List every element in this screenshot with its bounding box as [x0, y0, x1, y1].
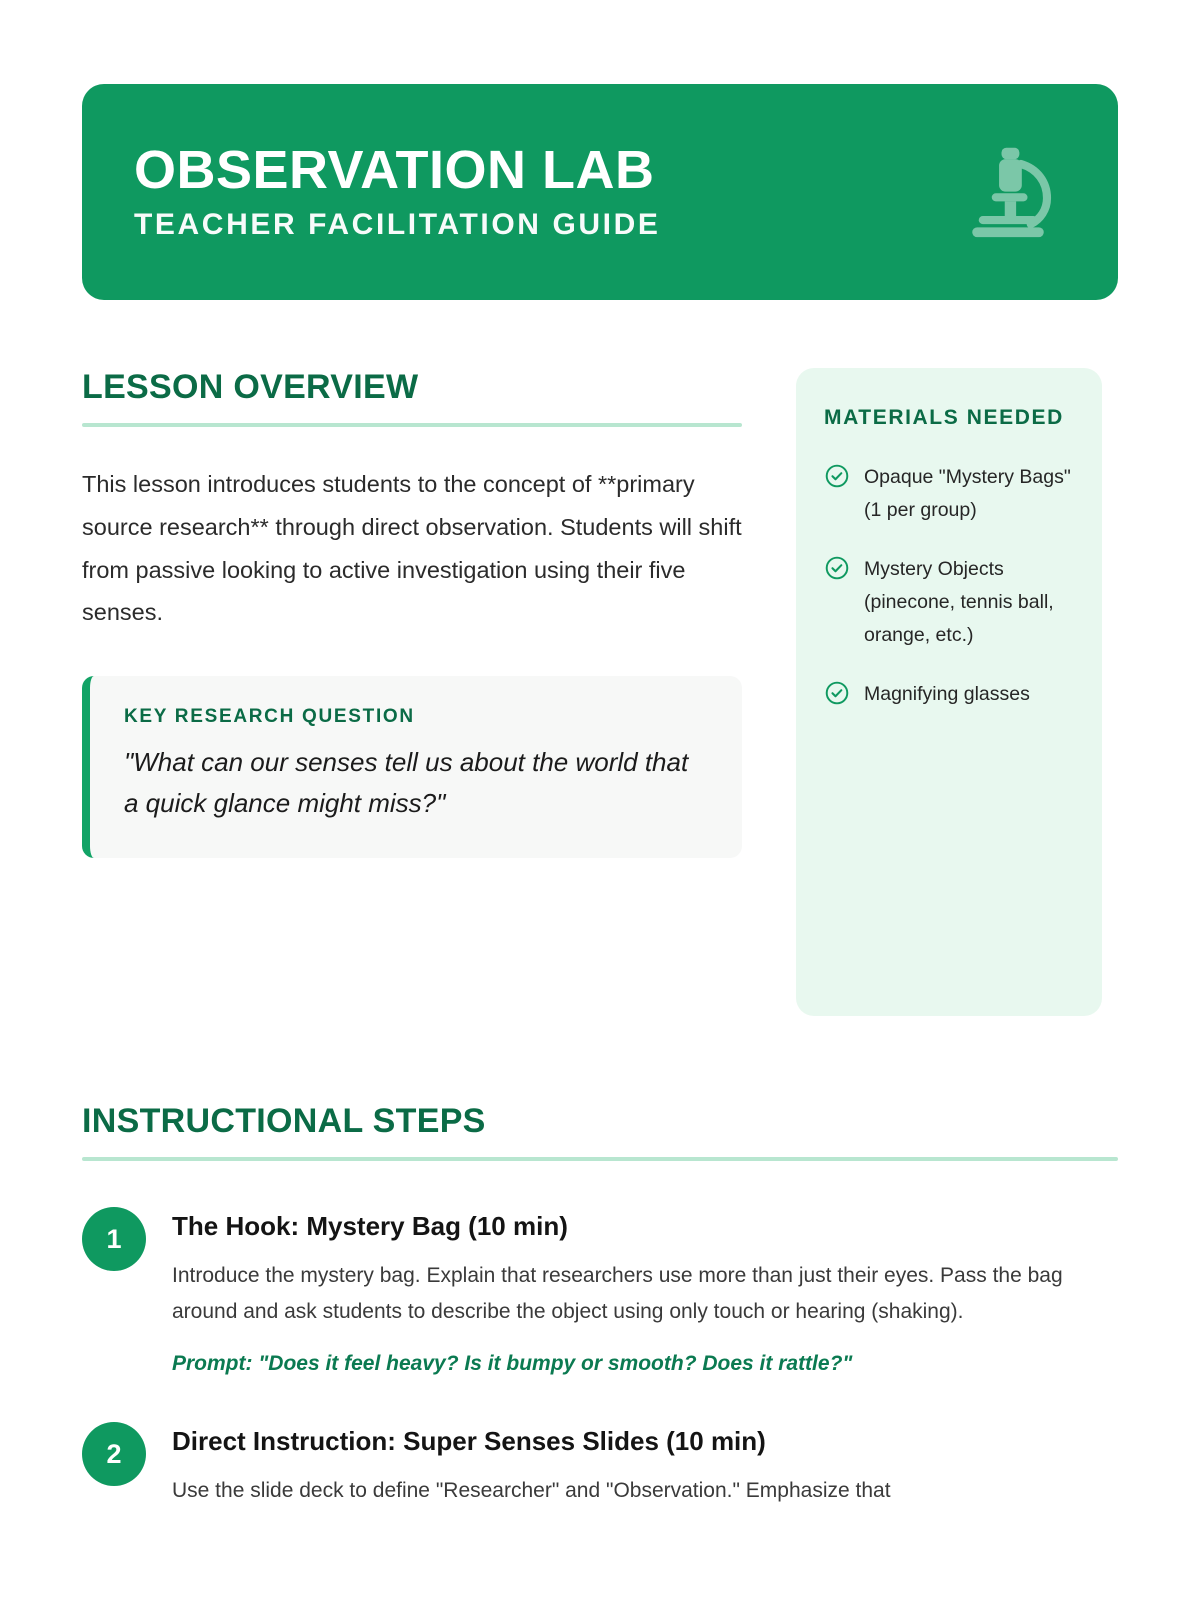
overview-body [82, 463, 742, 634]
key-research-question-card [82, 676, 742, 858]
microscope-icon [956, 138, 1060, 247]
materials-needed-heading: MATERIALS NEEDED [824, 406, 1064, 429]
material-label: Mystery Objects (pinecone, tennis ball, orange, etc.) [864, 557, 1054, 647]
step-prompt: Prompt: "Does it feel heavy? Is it bumpy or smooth? Does it rattle?" [172, 1352, 853, 1376]
document-page [0, 84, 1200, 1600]
list-item [82, 1205, 1118, 1376]
overview-paragraph: This lesson introduces students to the concept of **primary source research** through direct observation. Students will shift from passive looking to active investigation using their five senses. [82, 471, 742, 626]
material-label: Opaque "Mystery Bags" (1 per group) [864, 465, 1071, 521]
document-header [82, 84, 1118, 300]
step-title: Direct Instruction: Super Senses Slides (10 min) [172, 1426, 766, 1457]
material-label: Magnifying glasses [864, 683, 1030, 706]
header-text-group [134, 139, 661, 243]
step-body [172, 1205, 1118, 1376]
step-number-badge: 2 [82, 1422, 146, 1486]
list-item [824, 553, 1076, 652]
instructional-steps-section [82, 1102, 1118, 1161]
check-circle-icon [824, 555, 850, 581]
step-description: Use the slide deck to define "Researcher" and "Observation." Emphasize that [172, 1479, 891, 1503]
materials-needed-card [796, 368, 1102, 1016]
overview-left-column [82, 368, 742, 858]
lesson-overview-heading: LESSON OVERVIEW [82, 368, 419, 406]
step-body [172, 1420, 1118, 1509]
heading-divider [82, 423, 742, 427]
page-title: OBSERVATION LAB [134, 139, 655, 200]
list-item [82, 1420, 1118, 1509]
heading-divider [82, 1157, 1118, 1161]
step-description: Introduce the mystery bag. Explain that researchers use more than just their eyes. Pass the bag around and ask students to describe the object using only touch or hearing (shaking). [172, 1264, 1063, 1324]
steps-list [82, 1205, 1118, 1509]
key-research-question-label: KEY RESEARCH QUESTION [124, 706, 415, 728]
instructional-steps-heading: INSTRUCTIONAL STEPS [82, 1102, 486, 1140]
step-number-badge: 1 [82, 1207, 146, 1271]
check-circle-icon [824, 463, 850, 489]
list-item [824, 678, 1076, 711]
step-title: The Hook: Mystery Bag (10 min) [172, 1211, 568, 1241]
page-subtitle: TEACHER FACILITATION GUIDE [134, 208, 661, 242]
list-item [824, 461, 1076, 527]
check-circle-icon [824, 680, 850, 706]
overview-section [82, 368, 1118, 1016]
key-research-question-text: "What can our senses tell us about the world that a quick glance might miss?" [124, 747, 689, 819]
